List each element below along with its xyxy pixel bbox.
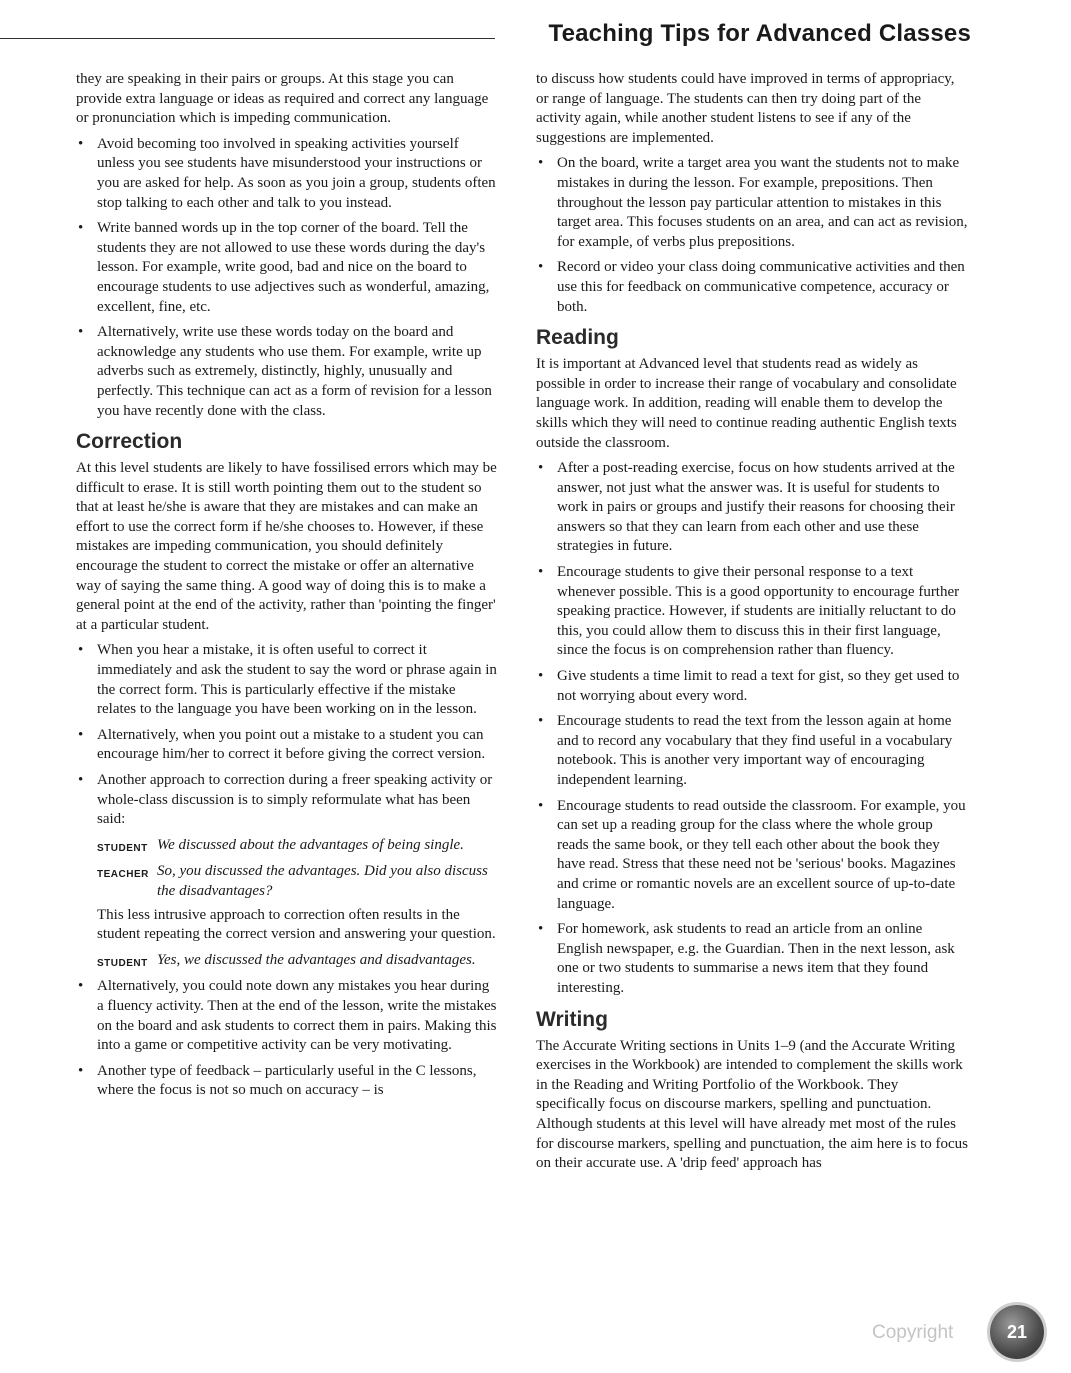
bullet-item: • Alternatively, write use these words today on the board and acknowledge any students who use them. For example, write up adverbs such as extremely, distinctly, highly, unusually and perfectly. This technique can act as a form of revision for a lesson you have recently done with the class. — [76, 323, 498, 421]
page-number-badge: 21 — [990, 1305, 1044, 1359]
speaker-label: STUDENT — [97, 842, 148, 854]
bullet-item: • Another type of feedback – particularly useful in the C lessons, where the focus is not so much on accuracy – is — [76, 1062, 498, 1101]
speech-text: So, you discussed the advantages. Did you also discuss the disadvantages? — [157, 863, 488, 899]
right-continuation-paragraph: to discuss how students could have improved in terms of appropriacy, or range of language. The students can then try doing part of the activity again, while another student listens to see if any of the suggestions are implemented. — [536, 71, 955, 146]
reading-intro-paragraph: It is important at Advanced level that students read as widely as possible in order to increase their range of vocabulary and consolidate language work. In addition, reading will enable them to develop the skills which they will need to continue reading authentic English texts outside the classroom. — [536, 356, 957, 451]
bullet-item: • Encourage students to read outside the classroom. For example, you can set up a reading group for the class where the whole group reads the same book, or they tell each other about the book they have read. Stress that these need not be 'serious' books. Magazines and crime or romantic novels are an excellent source of up-to-date language. — [536, 797, 968, 915]
bullet-item: • Give students a time limit to read a text for gist, so they get used to not worrying about every word. — [536, 667, 968, 706]
bullet-item: • Another approach to correction during a freer speaking activity or whole-class discussion is to simply reformulate what has been said: — [76, 771, 498, 830]
speaker-label: STUDENT — [97, 957, 148, 969]
dialogue-line — [97, 951, 498, 974]
section-heading-correction: Correction — [76, 430, 183, 454]
section-heading-reading: Reading — [536, 326, 619, 350]
bullet-item: • For homework, ask students to read an article from an online English newspaper, e.g. the Guardian. Then in the next lesson, ask one or two students to summarise a news item that they found interesting. — [536, 920, 968, 998]
left-column — [76, 70, 498, 1107]
correction-intro-paragraph: At this level students are likely to have fossilised errors which may be difficult to erase. It is still worth pointing them out to the student so that at least he/she is aware that they are mistakes and can make an effort to use the correct form if he/she chooses to. However, if these mistakes are impeding communication, you should definitely encourage the student to correct the mistake or offer an alternative way of saying the same thing. A good way of doing this is to make a general point at the end of the activity, rather than 'pointing the finger' at a particular student. — [76, 460, 497, 633]
bullet-item: • On the board, write a target area you want the students not to make mistakes in during the lesson. For example, prepositions. Then throughout the lesson pay particular attention to mistakes in this target area. This focuses students on an area, and can act as revision, for example, of verbs plus prepositions. — [536, 154, 968, 252]
writing-intro-paragraph: The Accurate Writing sections in Units 1–9 (and the Accurate Writing exercises in the Workbook) are intended to complement the skills work in the Reading and Writing Portfolio of the Workbook. They specifically focus on discourse markers, spelling and punctuation. Although students at this level will have already met most of the rules for discourse markers, spelling and punctuation, the aim here is to focus on their accurate use. A 'drip feed' approach has — [536, 1037, 968, 1172]
bullet-item: • Record or video your class doing communicative activities and then use this for feedback on communicative competence, accuracy or both. — [536, 258, 968, 317]
right-bullet-list — [536, 154, 968, 317]
dialogue-example-1 — [97, 836, 498, 902]
correction-mid-paragraph: This less intrusive approach to correction often results in the student repeating the correct version and answering your question. — [97, 906, 496, 943]
bullet-item: • Avoid becoming too involved in speaking activities yourself unless you see students have misunderstood your instructions or you are asked for help. As soon as you join a group, students often stop talking to each other and talk to you instead. — [76, 135, 498, 213]
bullet-item: • After a post-reading exercise, focus on how students arrived at the answer, not just what the answer was. It is useful for students to work in pairs or groups and justify their reasons for choosing their answers so that they can learn from each other and use these strategies in future. — [536, 459, 968, 557]
dialogue-line — [97, 862, 498, 901]
reading-bullet-list — [536, 459, 968, 998]
bullet-item: • Write banned words up in the top corner of the board. Tell the students they are not allowed to use these words during the day's lesson. For example, write good, bad and nice on the board to encourage students to use adjectives such as wonderful, amazing, excellent, fine, etc. — [76, 219, 498, 317]
left-intro-paragraph: they are speaking in their pairs or groups. At this stage you can provide extra language or ideas as required and correct any language or pronunciation which is impeding communication. — [76, 71, 489, 127]
bullet-item: • Encourage students to read the text from the lesson again at home and to record any vocabulary that they find useful in a vocabulary notebook. This is another very important way of encouraging independent learning. — [536, 712, 968, 790]
speaker-label: TEACHER — [97, 869, 149, 881]
header-rule — [0, 38, 495, 39]
speech-text: Yes, we discussed the advantages and disadvantages. — [157, 951, 476, 968]
dialogue-line — [97, 836, 498, 859]
bullet-item: • Alternatively, when you point out a mistake to a student you can encourage him/her to correct it before giving the correct version. — [76, 726, 498, 765]
speech-text: We discussed about the advantages of being single. — [157, 836, 464, 853]
copyright-watermark: Copyright — [872, 1322, 954, 1343]
page-header-title: Teaching Tips for Advanced Classes — [548, 20, 971, 47]
bullet-item: • When you hear a mistake, it is often useful to correct it immediately and ask the student to say the word or phrase again in the correct form. This is particularly effective if the mistake relates to the language you have been working on in the lesson. — [76, 641, 498, 719]
dialogue-example-2 — [97, 951, 498, 974]
correction-bullet-list — [76, 641, 498, 829]
bullet-item: • Alternatively, you could note down any mistakes you hear during a fluency activity. Then at the end of the lesson, write the mistakes on the board and ask students to correct them in pairs. Making this into a game or competitive activity can be very motivating. — [76, 977, 498, 1055]
left-bullet-list — [76, 135, 498, 421]
bullet-item: • Encourage students to give their personal response to a text whenever possible. This is a good opportunity to encourage further speaking practice. However, if students are initially reluctant to do this, you could allow them to discuss this in their first language, since the focus is on comprehension rather than fluency. — [536, 563, 968, 661]
correction-bullet-list-2 — [76, 977, 498, 1101]
right-column — [536, 70, 968, 1180]
section-heading-writing: Writing — [536, 1007, 608, 1031]
